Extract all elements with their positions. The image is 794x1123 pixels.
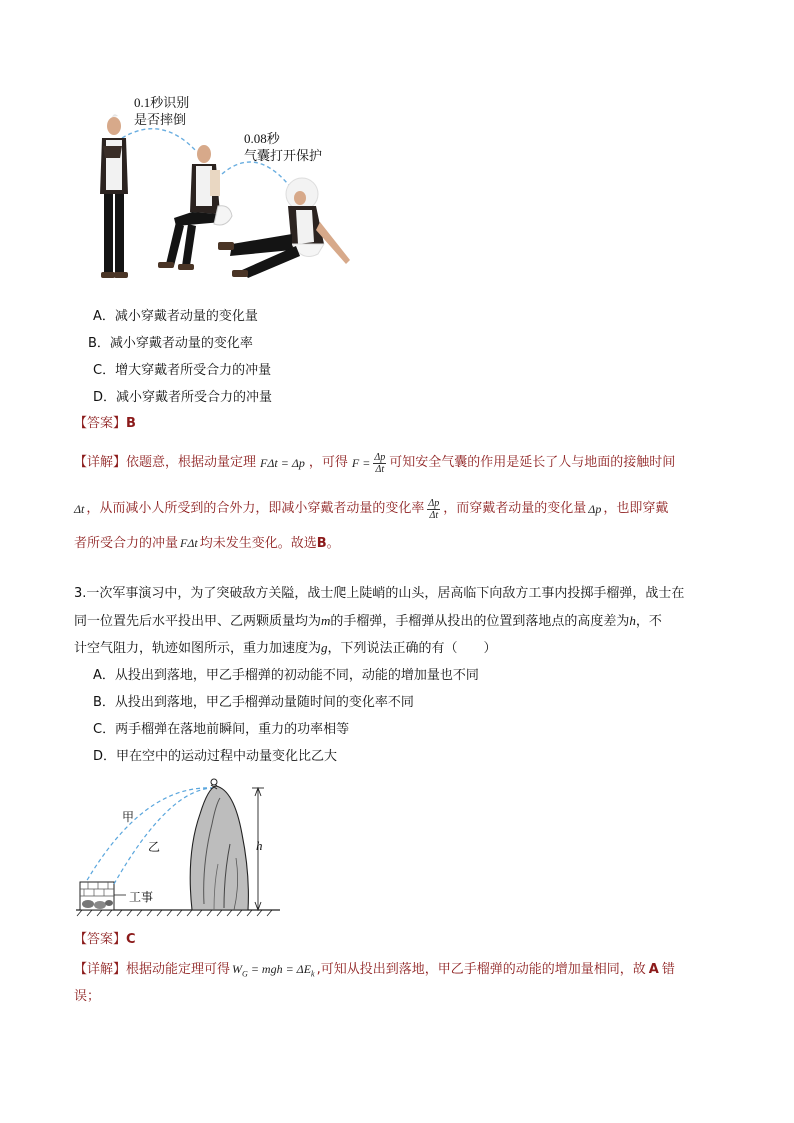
referenced-option: A [648,962,659,977]
eq-w-sub: G [242,969,248,979]
fraction-numerator: Δp [428,497,440,509]
option-letter: B． [88,336,110,351]
caption-airbag-line1: 0.08秒 [244,131,280,146]
q3-stem-line3 [74,639,497,658]
grenade-trajectory-figure [74,774,280,918]
option-letter: D． [93,749,117,764]
q3-stem-line2 [74,612,662,631]
detail-text: 根据动能定理可得 [126,962,231,977]
option-text: 甲在空中的运动过程中动量变化比乙大 [116,749,338,764]
q3-detail-line1 [74,960,675,983]
person-fallen [218,178,350,278]
option-letter: A． [93,668,115,683]
q2-option-a [93,308,258,326]
symbol-mass: m [321,613,331,628]
detail-text: 误； [74,989,101,1004]
q2-option-d [93,389,272,407]
option-text: 减小穿戴者动量的变化率 [109,336,253,351]
label-jia: 甲 [122,810,135,824]
detail-text: 可知安全气囊的作用是延长了人与地面的接触时间 [389,455,676,470]
q2-detail-line1 [74,447,675,479]
equation-work-energy [232,962,315,979]
trajectory-diagram [74,774,280,918]
symbol-delta-p: Δp [588,502,602,516]
q2-detail-line2 [74,493,668,525]
detail-text: ，可得 [308,455,348,470]
q3-option-b [93,694,414,712]
person-standing [100,114,128,278]
fraction-dp-dt [373,452,386,475]
symbol-gravity: g [321,640,328,655]
detail-label: 【详解】 [74,455,127,470]
q2-answer [74,415,136,433]
option-letter: B． [93,695,115,710]
stem-text: 计空气阻力，轨迹如图所示，重力加速度为 [74,641,322,656]
option-text: 减小穿戴者所受合力的冲量 [116,390,273,405]
q2-option-b [88,335,253,353]
option-text: 两手榴弹在落地前瞬间，重力的功率相等 [115,722,350,737]
stem-text: 3.一次军事演习中，为了突破敌方关隘，战士爬上陡峭的山头，居高临下向敌方工事内投掷手榴弹，战士在 [74,586,685,601]
equation-momentum-theorem: FΔt = Δp [260,456,305,470]
q3-option-a [93,667,479,685]
stem-text: 的手榴弹，手榴弹从投出的位置到落地点的高度差为 [330,614,630,629]
answer-label: 【答案】 [74,416,127,431]
detail-text: 。 [326,536,340,551]
eq-w: W [232,962,243,976]
answer-label: 【答案】 [74,932,127,947]
fraction-dp-dt [427,498,440,521]
detail-text: ,可知从投出到落地，甲乙手榴弹的动能的增加量相同，故 [316,962,646,977]
answer-value: B [126,416,136,431]
fraction-denominator: Δt [375,463,385,475]
person-sitting [158,145,232,270]
caption-recognize-line1: 0.1秒识别 [134,95,190,110]
symbol-delta-t: Δt [74,502,85,516]
q3-option-d [93,748,337,766]
q2-option-c [93,362,271,380]
eq-rest: = mgh = ΔE [247,962,312,976]
stem-text: 同一位置先后水平投出甲、乙两颗质量均为 [74,614,322,629]
fraction-denominator: Δt [429,509,439,521]
caption-recognize-line2: 是否摔倒 [134,112,187,127]
caption-airbag-line2: 气囊打开保护 [244,148,323,163]
fraction-numerator: Δp [374,451,386,463]
symbol-height: h [629,613,636,628]
label-yi: 乙 [148,840,161,854]
option-text: 从投出到落地，甲乙手榴弹的初动能不同，动能的增加量也不同 [114,668,479,683]
label-h: h [256,838,263,853]
detail-text: ，也即穿戴 [603,501,669,516]
option-letter: A． [93,309,115,324]
chosen-option: B [316,536,327,551]
q3-answer [74,931,136,949]
option-text: 增大穿戴者所受合力的冲量 [115,363,272,378]
q2-detail-line3 [74,534,340,553]
option-letter: D． [93,390,117,405]
detail-text: 错 [661,962,675,977]
airbag-figure [92,94,354,288]
q3-stem-line1 [74,585,684,603]
stem-text: ，下列说法正确的有（ ） [327,641,497,656]
airbag-illustration [92,94,354,288]
eq-ek-sub: k [311,969,315,979]
detail-text: 者所受合力的冲量 [74,536,179,551]
option-text: 减小穿戴者动量的变化量 [114,309,258,324]
detail-text: ，而穿戴者动量的变化量 [443,501,587,516]
option-letter: C． [93,363,116,378]
stem-text: ，不 [635,614,662,629]
detail-label: 【详解】 [74,962,127,977]
label-bunker: 工事 [129,890,154,904]
detail-text: 依题意，根据动量定理 [126,455,257,470]
answer-value: C [126,932,136,947]
option-text: 从投出到落地，甲乙手榴弹动量随时间的变化率不同 [114,695,414,710]
detail-text: 均未发生变化。故选 [199,536,317,551]
equation-force-lhs: F = [351,456,371,470]
detail-text: ，从而减小人所受到的合外力，即减小穿戴者动量的变化率 [86,501,425,516]
option-letter: C． [93,722,116,737]
equation-impulse: FΔt [180,536,198,550]
q3-option-c [93,721,349,739]
q3-detail-line2 [74,988,100,1006]
